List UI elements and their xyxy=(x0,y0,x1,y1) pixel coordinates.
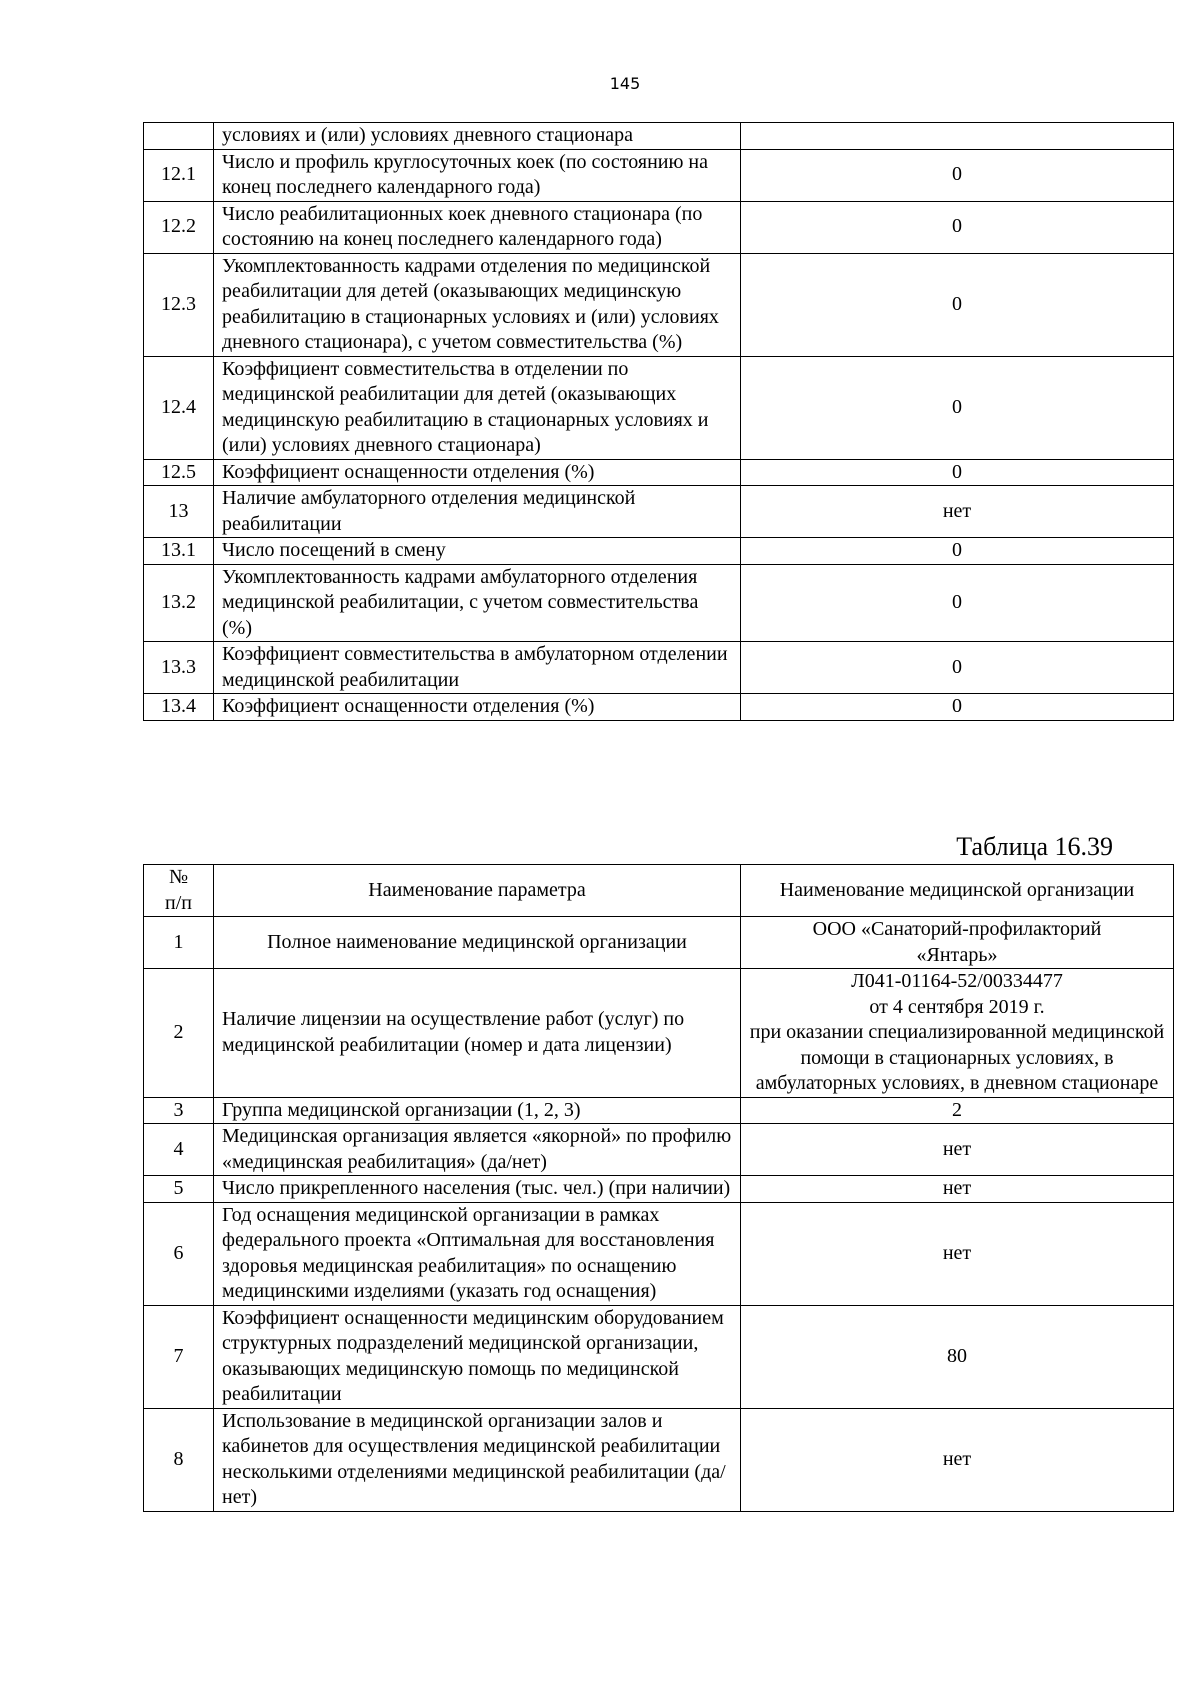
table-row xyxy=(144,642,1174,694)
parameter-name: Число посещений в смену xyxy=(214,538,741,565)
table-row xyxy=(144,917,1174,969)
parameter-value: 0 xyxy=(741,201,1174,253)
parameter-name: Число и профиль круглосуточных коек (по состоянию на конец последнего календарного года) xyxy=(214,149,741,201)
parameter-name: Наличие лицензии на осуществление работ (услуг) по медицинской реабилитации (номер и дата лицензии) xyxy=(214,969,741,1098)
parameter-name: Коэффициент совместительства в отделении по медицинской реабилитации для детей (оказывающих медицинскую реабилитацию в стационарных условиях и (или) условиях дневного стационара) xyxy=(214,356,741,459)
row-number: 5 xyxy=(144,1176,214,1203)
parameter-name: Наличие амбулаторного отделения медицинской реабилитации xyxy=(214,486,741,538)
parameter-value: 0 xyxy=(741,538,1174,565)
table-row xyxy=(144,1176,1174,1203)
table-16-39-body xyxy=(144,917,1174,1512)
parameter-value xyxy=(741,123,1174,150)
header-value: Наименование медицинской организации xyxy=(741,865,1174,917)
parameter-name: Полное наименование медицинской организации xyxy=(214,917,741,969)
header-name: Наименование параметра xyxy=(214,865,741,917)
parameter-name: Коэффициент оснащенности медицинским оборудованием структурных подразделений медицинской организации, оказывающих медицинскую помощь по медицинской реабилитации xyxy=(214,1305,741,1408)
parameter-name: Медицинская организация является «якорной» по профилю «медицинская реабилитация» (да/нет) xyxy=(214,1124,741,1176)
parameter-name: Укомплектованность кадрами отделения по медицинской реабилитации для детей (оказывающих медицинскую реабилитацию в стационарных условиях и (или) условиях дневного стационара), с учетом совместительства (%) xyxy=(214,253,741,356)
table-row xyxy=(144,253,1174,356)
parameter-value: 2 xyxy=(741,1097,1174,1124)
row-number: 12.1 xyxy=(144,149,214,201)
parameter-value: 0 xyxy=(741,253,1174,356)
parameter-value: нет xyxy=(741,486,1174,538)
parameter-value: 0 xyxy=(741,694,1174,721)
table-row xyxy=(144,356,1174,459)
header-num: № п/п xyxy=(144,865,214,917)
parameter-value: Л041-01164-52/00334477 от 4 сентября 2019 г. при оказании специализированной медицинской помощи в стационарных условиях, в амбулаторных условиях, в дневном стационаре xyxy=(741,969,1174,1098)
table-row xyxy=(144,1305,1174,1408)
row-number: 3 xyxy=(144,1097,214,1124)
table-row xyxy=(144,969,1174,1098)
table-continuation xyxy=(143,122,1174,721)
table-header-row xyxy=(144,865,1174,917)
table-row xyxy=(144,1124,1174,1176)
row-number: 13.2 xyxy=(144,564,214,642)
table-row xyxy=(144,1097,1174,1124)
parameter-name: Использование в медицинской организации залов и кабинетов для осуществления медицинской реабилитации несколькими отделениями медицинской реабилитации (да/нет) xyxy=(214,1408,741,1511)
parameter-value: 0 xyxy=(741,459,1174,486)
parameter-name: Число реабилитационных коек дневного стационара (по состоянию на конец последнего календарного года) xyxy=(214,201,741,253)
row-number: 12.5 xyxy=(144,459,214,486)
table-row xyxy=(144,538,1174,565)
table-continuation-body xyxy=(144,123,1174,721)
parameter-value: 0 xyxy=(741,149,1174,201)
table-16-39 xyxy=(143,864,1174,1512)
parameter-value: ООО «Санаторий-профилакторий «Янтарь» xyxy=(741,917,1174,969)
row-number: 13.3 xyxy=(144,642,214,694)
parameter-value: нет xyxy=(741,1408,1174,1511)
table-row xyxy=(144,1202,1174,1305)
table-row xyxy=(144,1408,1174,1511)
parameter-name: Коэффициент оснащенности отделения (%) xyxy=(214,459,741,486)
row-number: 6 xyxy=(144,1202,214,1305)
parameter-value: нет xyxy=(741,1124,1174,1176)
row-number: 13.4 xyxy=(144,694,214,721)
table-row xyxy=(144,123,1174,150)
table-caption: Таблица 16.39 xyxy=(956,832,1113,861)
parameter-value: 0 xyxy=(741,642,1174,694)
table-row xyxy=(144,459,1174,486)
row-number: 2 xyxy=(144,969,214,1098)
table-row xyxy=(144,564,1174,642)
table-row xyxy=(144,201,1174,253)
parameter-name: Коэффициент совместительства в амбулаторном отделении медицинской реабилитации xyxy=(214,642,741,694)
row-number: 7 xyxy=(144,1305,214,1408)
parameter-value: 80 xyxy=(741,1305,1174,1408)
row-number: 12.3 xyxy=(144,253,214,356)
parameter-name: Коэффициент оснащенности отделения (%) xyxy=(214,694,741,721)
table-row xyxy=(144,149,1174,201)
parameter-name: условиях и (или) условиях дневного стационара xyxy=(214,123,741,150)
row-number: 4 xyxy=(144,1124,214,1176)
parameter-value: нет xyxy=(741,1176,1174,1203)
page-number: 145 xyxy=(609,74,641,93)
row-number: 13 xyxy=(144,486,214,538)
parameter-value: нет xyxy=(741,1202,1174,1305)
row-number: 12.2 xyxy=(144,201,214,253)
parameter-value: 0 xyxy=(741,356,1174,459)
parameter-name: Год оснащения медицинской организации в рамках федерального проекта «Оптимальная для восстановления здоровья медицинская реабилитация» по оснащению медицинскими изделиями (указать год оснащения) xyxy=(214,1202,741,1305)
row-number: 8 xyxy=(144,1408,214,1511)
parameter-name: Группа медицинской организации (1, 2, 3) xyxy=(214,1097,741,1124)
row-number: 13.1 xyxy=(144,538,214,565)
row-number: 12.4 xyxy=(144,356,214,459)
row-number: 1 xyxy=(144,917,214,969)
row-number xyxy=(144,123,214,150)
table-row xyxy=(144,694,1174,721)
parameter-name: Укомплектованность кадрами амбулаторного отделения медицинской реабилитации, с учетом совместительства (%) xyxy=(214,564,741,642)
table-row xyxy=(144,486,1174,538)
parameter-name: Число прикрепленного населения (тыс. чел.) (при наличии) xyxy=(214,1176,741,1203)
parameter-value: 0 xyxy=(741,564,1174,642)
